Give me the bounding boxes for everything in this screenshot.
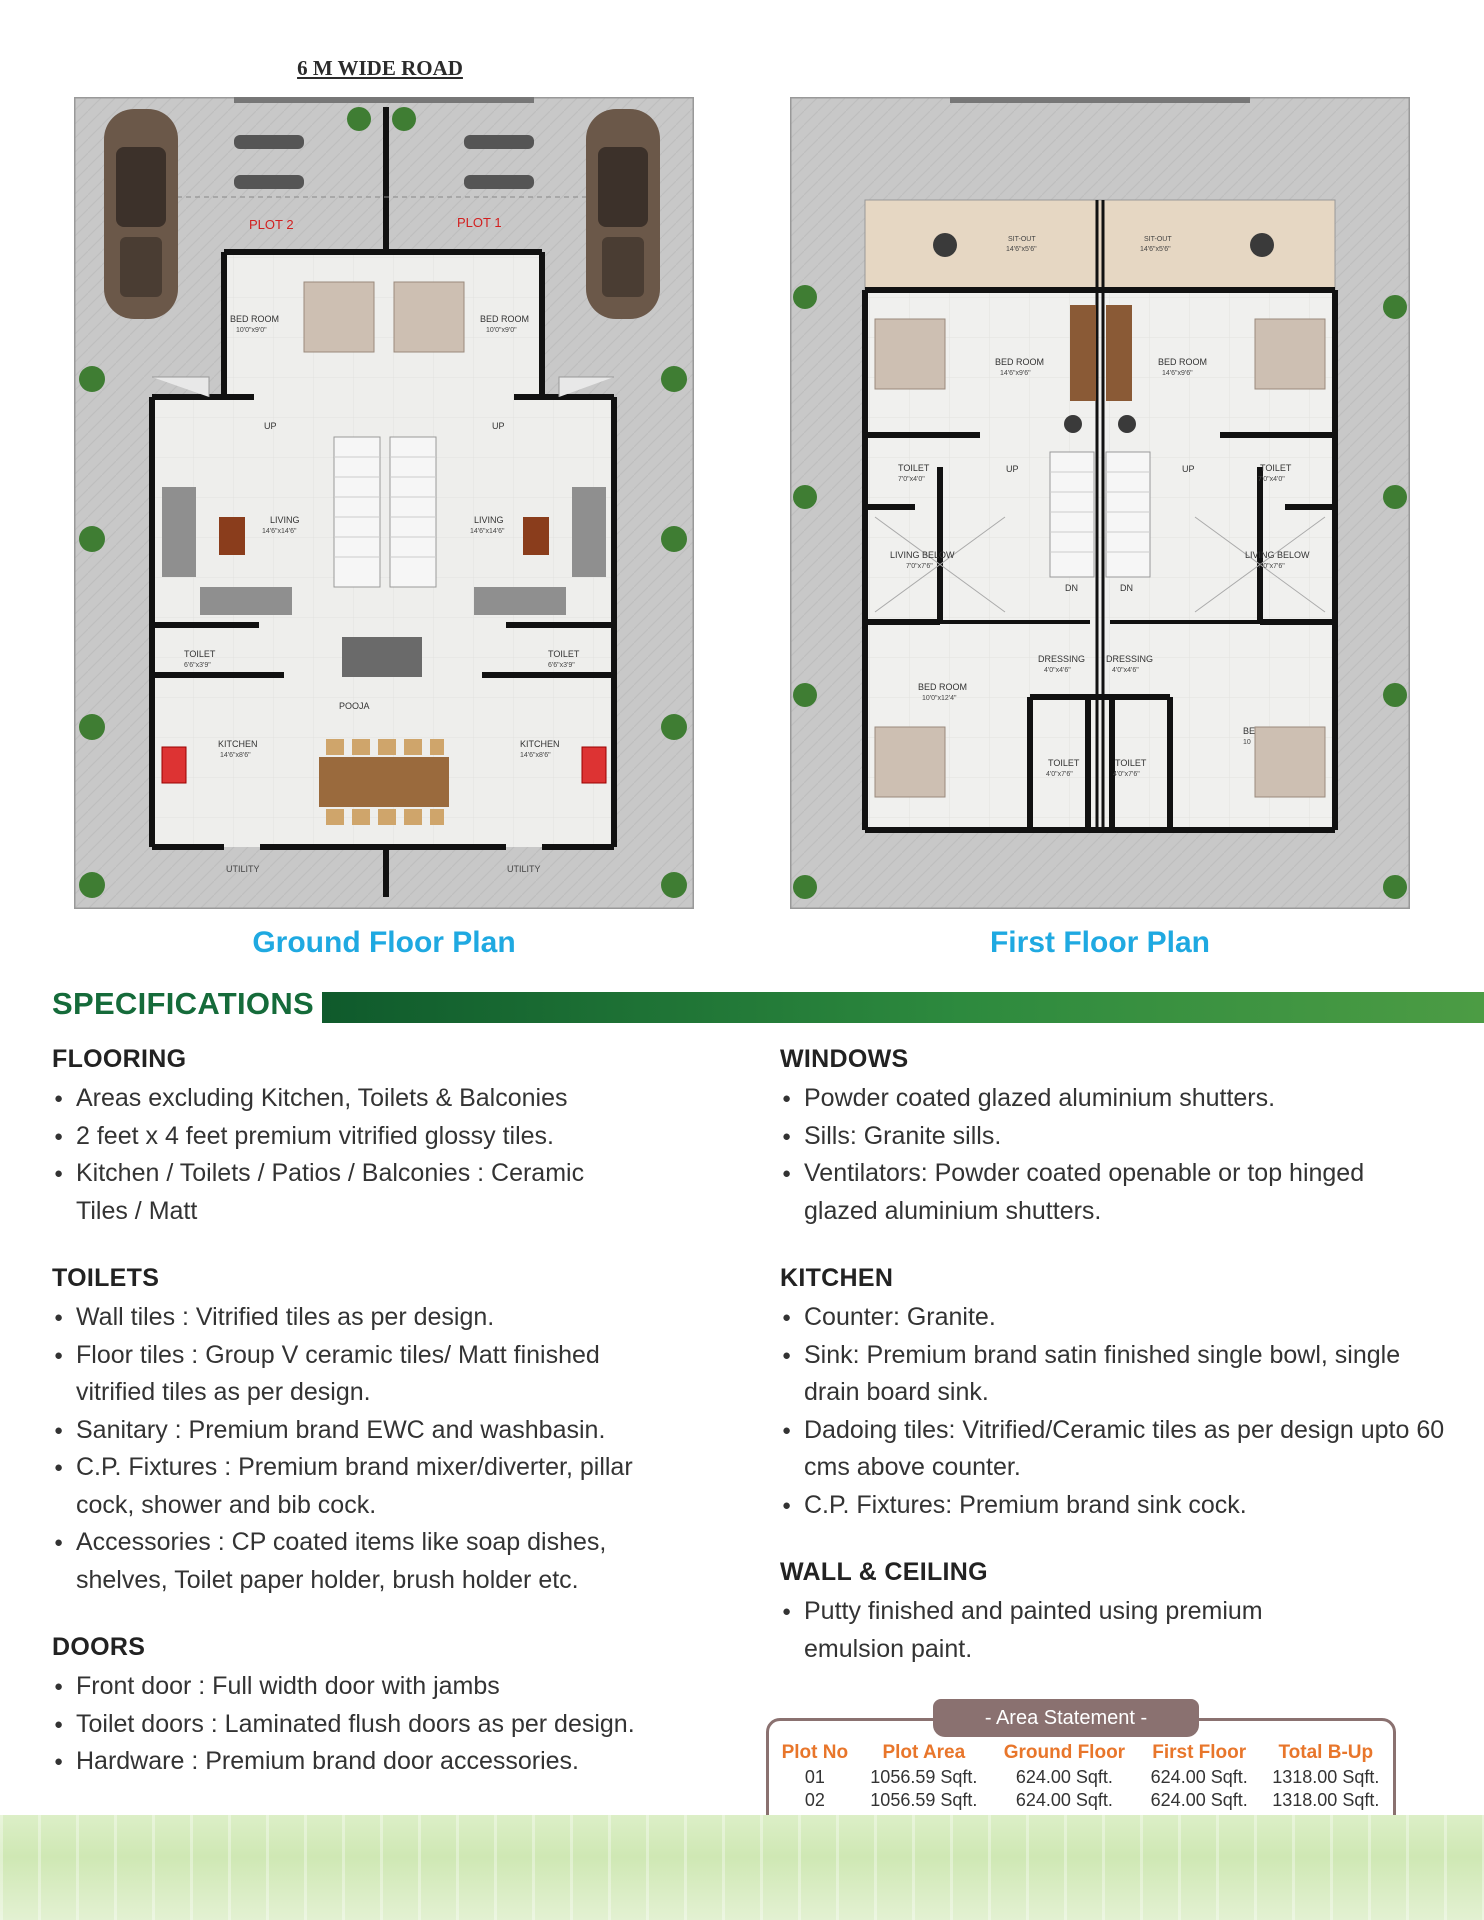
up-left-label: UP	[1006, 464, 1019, 474]
first-floor-drawing	[790, 97, 1410, 909]
car-right-icon	[586, 109, 660, 319]
table-cell: 624.00 Sqft.	[1150, 1790, 1248, 1810]
spec-section-title: WALL & CEILING	[780, 1558, 988, 1586]
toilet2-left-label: TOILET	[1048, 758, 1080, 768]
toilet-left-dim: 7'0"x4'0"	[898, 476, 925, 483]
table-cell: 624.00 Sqft.	[1015, 1790, 1113, 1810]
table-header: Plot Area	[882, 1742, 966, 1763]
spec-item: ● Floor tiles : Group V ceramic tiles/ Matt finished vitrified tiles as per design.	[52, 1337, 666, 1412]
table-row	[772, 1766, 1392, 1789]
utility-right-label: UTILITY	[507, 864, 541, 874]
road-label: 6 M WIDE ROAD	[297, 56, 463, 80]
toilet2-left-dim: 4'0"x7'6"	[1046, 771, 1073, 778]
sitout-right-dim: 14'6"x5'6"	[1140, 246, 1171, 253]
spec-section-toilets	[52, 1264, 702, 1599]
utility-left-label: UTILITY	[226, 864, 260, 874]
spec-section-wall-ceiling	[780, 1558, 1430, 1668]
spec-item: ● Ventilators: Powder coated openable or top hinged glazed aluminium shutters.	[780, 1155, 1404, 1230]
bed2-left-dim: 10'0"x12'4"	[922, 695, 957, 702]
toilet-left-label: TOILET	[898, 463, 930, 473]
table-cell: 624.00 Sqft.	[1150, 1767, 1248, 1787]
living-below-left-label: LIVING BELOW	[890, 550, 955, 560]
toilet-right-dim: 6'6"x3'9"	[548, 662, 575, 669]
table-cell: 624.00 Sqft.	[1015, 1767, 1113, 1787]
specifications-bar	[322, 992, 1484, 1023]
spec-item: ● Counter: Granite.	[780, 1299, 1430, 1337]
spec-section-title: WINDOWS	[780, 1045, 909, 1073]
bed-right-dim: 10'0"x9'0"	[486, 327, 517, 334]
toilet-right-label: TOILET	[1260, 463, 1292, 473]
spec-item: ● Accessories : CP coated items like soap dishes, shelves, Toilet paper holder, brush holder etc.	[52, 1524, 676, 1599]
table-cell: 1056.59 Sqft.	[870, 1790, 978, 1810]
bed2-right-label: BE	[1243, 726, 1256, 736]
spec-item: ● Dadoing tiles: Vitrified/Ceramic tiles as per design upto 60 cms above counter.	[780, 1412, 1454, 1487]
footer-band	[0, 1815, 1484, 1920]
bed-right-label: BED ROOM	[1158, 357, 1208, 367]
living-right-label: LIVING	[474, 515, 504, 525]
spec-section-flooring	[52, 1045, 702, 1230]
ground-floor-plan	[74, 97, 694, 909]
toilet-right-label: TOILET	[548, 649, 580, 659]
bed2-right-dim: 10	[1243, 739, 1251, 746]
spec-item: ● Areas excluding Kitchen, Toilets & Balconies	[52, 1080, 702, 1118]
dn-right-label: DN	[1120, 583, 1133, 593]
spec-section-title: TOILETS	[52, 1264, 160, 1292]
area-statement-title: - Area Statement -	[933, 1699, 1199, 1737]
plot-right-label: PLOT 1	[457, 215, 502, 230]
sitout-right-label: SIT-OUT	[1144, 236, 1172, 243]
table-cell: 1318.00 Sqft.	[1272, 1790, 1380, 1810]
pooja-label: POOJA	[339, 701, 370, 711]
toilet-left-label: TOILET	[184, 649, 216, 659]
spec-section-title: FLOORING	[52, 1045, 187, 1073]
spec-item: ● Sills: Granite sills.	[780, 1118, 1430, 1156]
spec-item: ● Hardware : Premium brand door accessories.	[52, 1743, 702, 1781]
table-header-row	[772, 1740, 1392, 1766]
table-header: Ground Floor	[1003, 1742, 1126, 1763]
spec-item: ● Putty finished and painted using premium emulsion paint.	[780, 1593, 1364, 1668]
spec-item: ● Sanitary : Premium brand EWC and washbasin.	[52, 1412, 702, 1450]
specs-left-column	[52, 1045, 702, 1815]
spec-item: ● C.P. Fixtures : Premium brand mixer/diverter, pillar cock, shower and bib cock.	[52, 1449, 666, 1524]
up-left-label: UP	[264, 421, 277, 431]
table-cell: 02	[804, 1790, 825, 1810]
spec-item: ● Wall tiles : Vitrified tiles as per design.	[52, 1299, 702, 1337]
plot-left-label: PLOT 2	[249, 217, 294, 232]
table-header: Plot No	[781, 1742, 849, 1763]
toilet-left-dim: 6'6"x3'9"	[184, 662, 211, 669]
table-cell: 1318.00 Sqft.	[1272, 1767, 1380, 1787]
ground-floor-drawing	[74, 97, 694, 909]
table-cell: 1056.59 Sqft.	[870, 1767, 978, 1787]
living-below-right-label: LIVING BELOW	[1245, 550, 1310, 560]
spec-item: ● Front door : Full width door with jambs	[52, 1668, 702, 1706]
toilet2-right-label: TOILET	[1115, 758, 1147, 768]
spec-item: ● Powder coated glazed aluminium shutters.	[780, 1080, 1430, 1118]
first-floor-caption: First Floor Plan	[989, 926, 1211, 959]
sitout-left-dim: 14'6"x5'6"	[1006, 246, 1037, 253]
dressing-right-label: DRESSING	[1106, 654, 1154, 664]
spec-item: ● Kitchen / Toilets / Patios / Balconies : Ceramic Tiles / Matt	[52, 1155, 596, 1230]
car-left-icon	[104, 109, 178, 319]
table-header: Total B-Up	[1278, 1742, 1374, 1763]
spec-section-kitchen	[780, 1264, 1445, 1524]
kitchen-right-label: KITCHEN	[520, 739, 560, 749]
living-below-left-dim: 7'0"x7'6"	[906, 563, 933, 570]
dressing-left-label: DRESSING	[1038, 654, 1086, 664]
bed-left-label: BED ROOM	[230, 314, 280, 324]
spec-section-title: KITCHEN	[780, 1264, 894, 1292]
living-left-dim: 14'6"x14'6"	[262, 528, 297, 535]
bed-right-dim: 14'6"x9'6"	[1162, 370, 1193, 377]
spec-item: ● C.P. Fixtures: Premium brand sink cock.	[780, 1487, 1430, 1525]
living-below-right-dim: 7'0"x7'6"	[1258, 563, 1285, 570]
dressing-left-dim: 4'0"x4'6"	[1044, 667, 1071, 674]
first-floor-plan	[790, 97, 1410, 909]
area-statement-table	[772, 1740, 1392, 1812]
dressing-right-dim: 4'0"x4'6"	[1112, 667, 1139, 674]
kitchen-left-label: KITCHEN	[218, 739, 258, 749]
specs-right-column	[780, 1045, 1445, 1702]
living-left-label: LIVING	[270, 515, 300, 525]
spec-section-doors	[52, 1633, 702, 1781]
table-cell: 01	[804, 1767, 825, 1787]
spec-item: ● Toilet doors : Laminated flush doors as per design.	[52, 1706, 702, 1744]
toilet-right-dim: 7'0"x4'0"	[1258, 476, 1285, 483]
kitchen-right-dim: 14'6"x8'6"	[520, 752, 551, 759]
bed-left-dim: 14'6"x9'6"	[1000, 370, 1031, 377]
dn-left-label: DN	[1065, 583, 1078, 593]
table-row	[772, 1789, 1392, 1812]
bed-left-dim: 10'0"x9'0"	[236, 327, 267, 334]
spec-item: ● Sink: Premium brand satin finished single bowl, single drain board sink.	[780, 1337, 1404, 1412]
kitchen-left-dim: 14'6"x8'6"	[220, 752, 251, 759]
toilet2-right-dim: 4'0"x7'6"	[1113, 771, 1140, 778]
up-right-label: UP	[1182, 464, 1195, 474]
bed-left-label: BED ROOM	[995, 357, 1045, 367]
living-right-dim: 14'6"x14'6"	[470, 528, 505, 535]
up-right-label: UP	[492, 421, 505, 431]
table-header: First Floor	[1152, 1742, 1247, 1763]
bed-right-label: BED ROOM	[480, 314, 530, 324]
specifications-title: SPECIFICATIONS	[52, 986, 314, 1021]
sitout-left-label: SIT-OUT	[1008, 236, 1036, 243]
spec-item: ● 2 feet x 4 feet premium vitrified glossy tiles.	[52, 1118, 702, 1156]
bed2-left-label: BED ROOM	[918, 682, 968, 692]
spec-section-windows	[780, 1045, 1430, 1230]
ground-floor-caption: Ground Floor Plan	[252, 926, 516, 959]
spec-section-title: DOORS	[52, 1633, 146, 1661]
